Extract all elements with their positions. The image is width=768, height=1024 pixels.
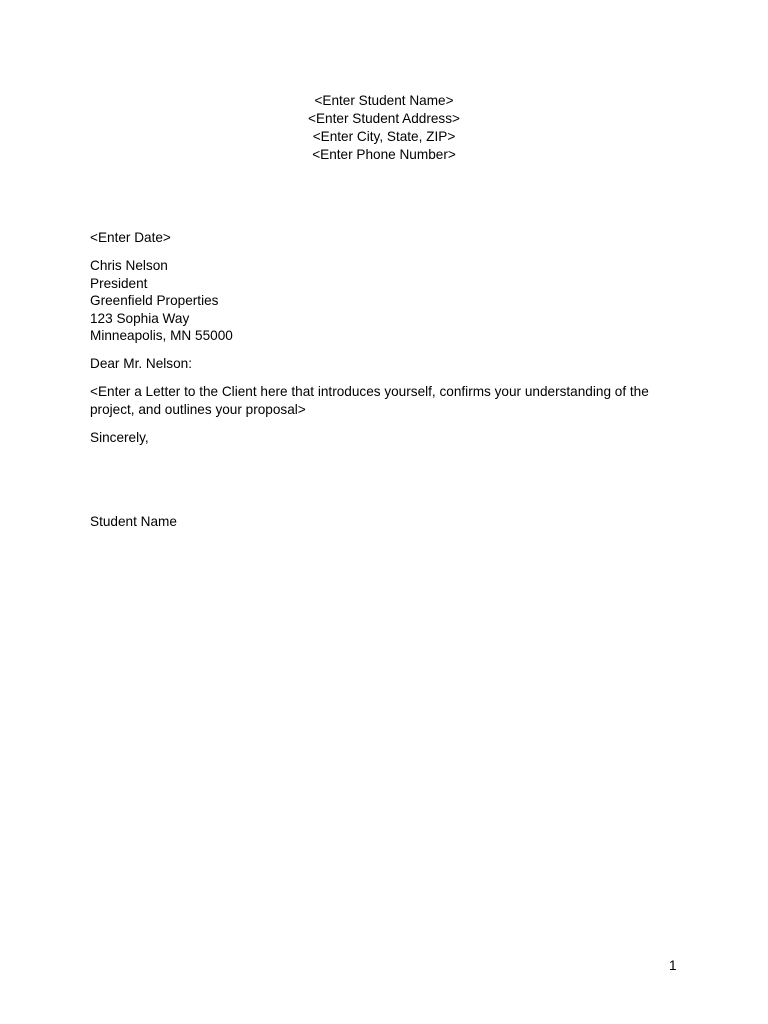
- recipient-street: 123 Sophia Way: [90, 310, 190, 326]
- sender-address: <Enter Student Address>: [308, 111, 460, 126]
- letter-date: <Enter Date>: [90, 230, 171, 245]
- sender-phone: <Enter Phone Number>: [312, 147, 456, 162]
- page-number: 1: [669, 958, 677, 973]
- recipient-name: Chris Nelson: [90, 258, 168, 273]
- letter-body: <Enter a Letter to the Client here that introduces yourself, confirms your understanding of the project, and outlines your proposal>: [90, 384, 649, 417]
- sender-name: <Enter Student Name>: [314, 93, 454, 108]
- salutation: Dear Mr. Nelson:: [90, 356, 192, 371]
- closing: Sincerely,: [90, 430, 149, 445]
- recipient-block: [90, 257, 680, 345]
- sender-block: [0, 92, 768, 164]
- recipient-city-state-zip: Minneapolis, MN 55000: [90, 328, 233, 344]
- recipient-company: Greenfield Properties: [90, 293, 219, 309]
- recipient-title: President: [90, 275, 148, 291]
- sender-city-state-zip: <Enter City, State, ZIP>: [312, 129, 456, 144]
- signature-name: Student Name: [90, 514, 177, 529]
